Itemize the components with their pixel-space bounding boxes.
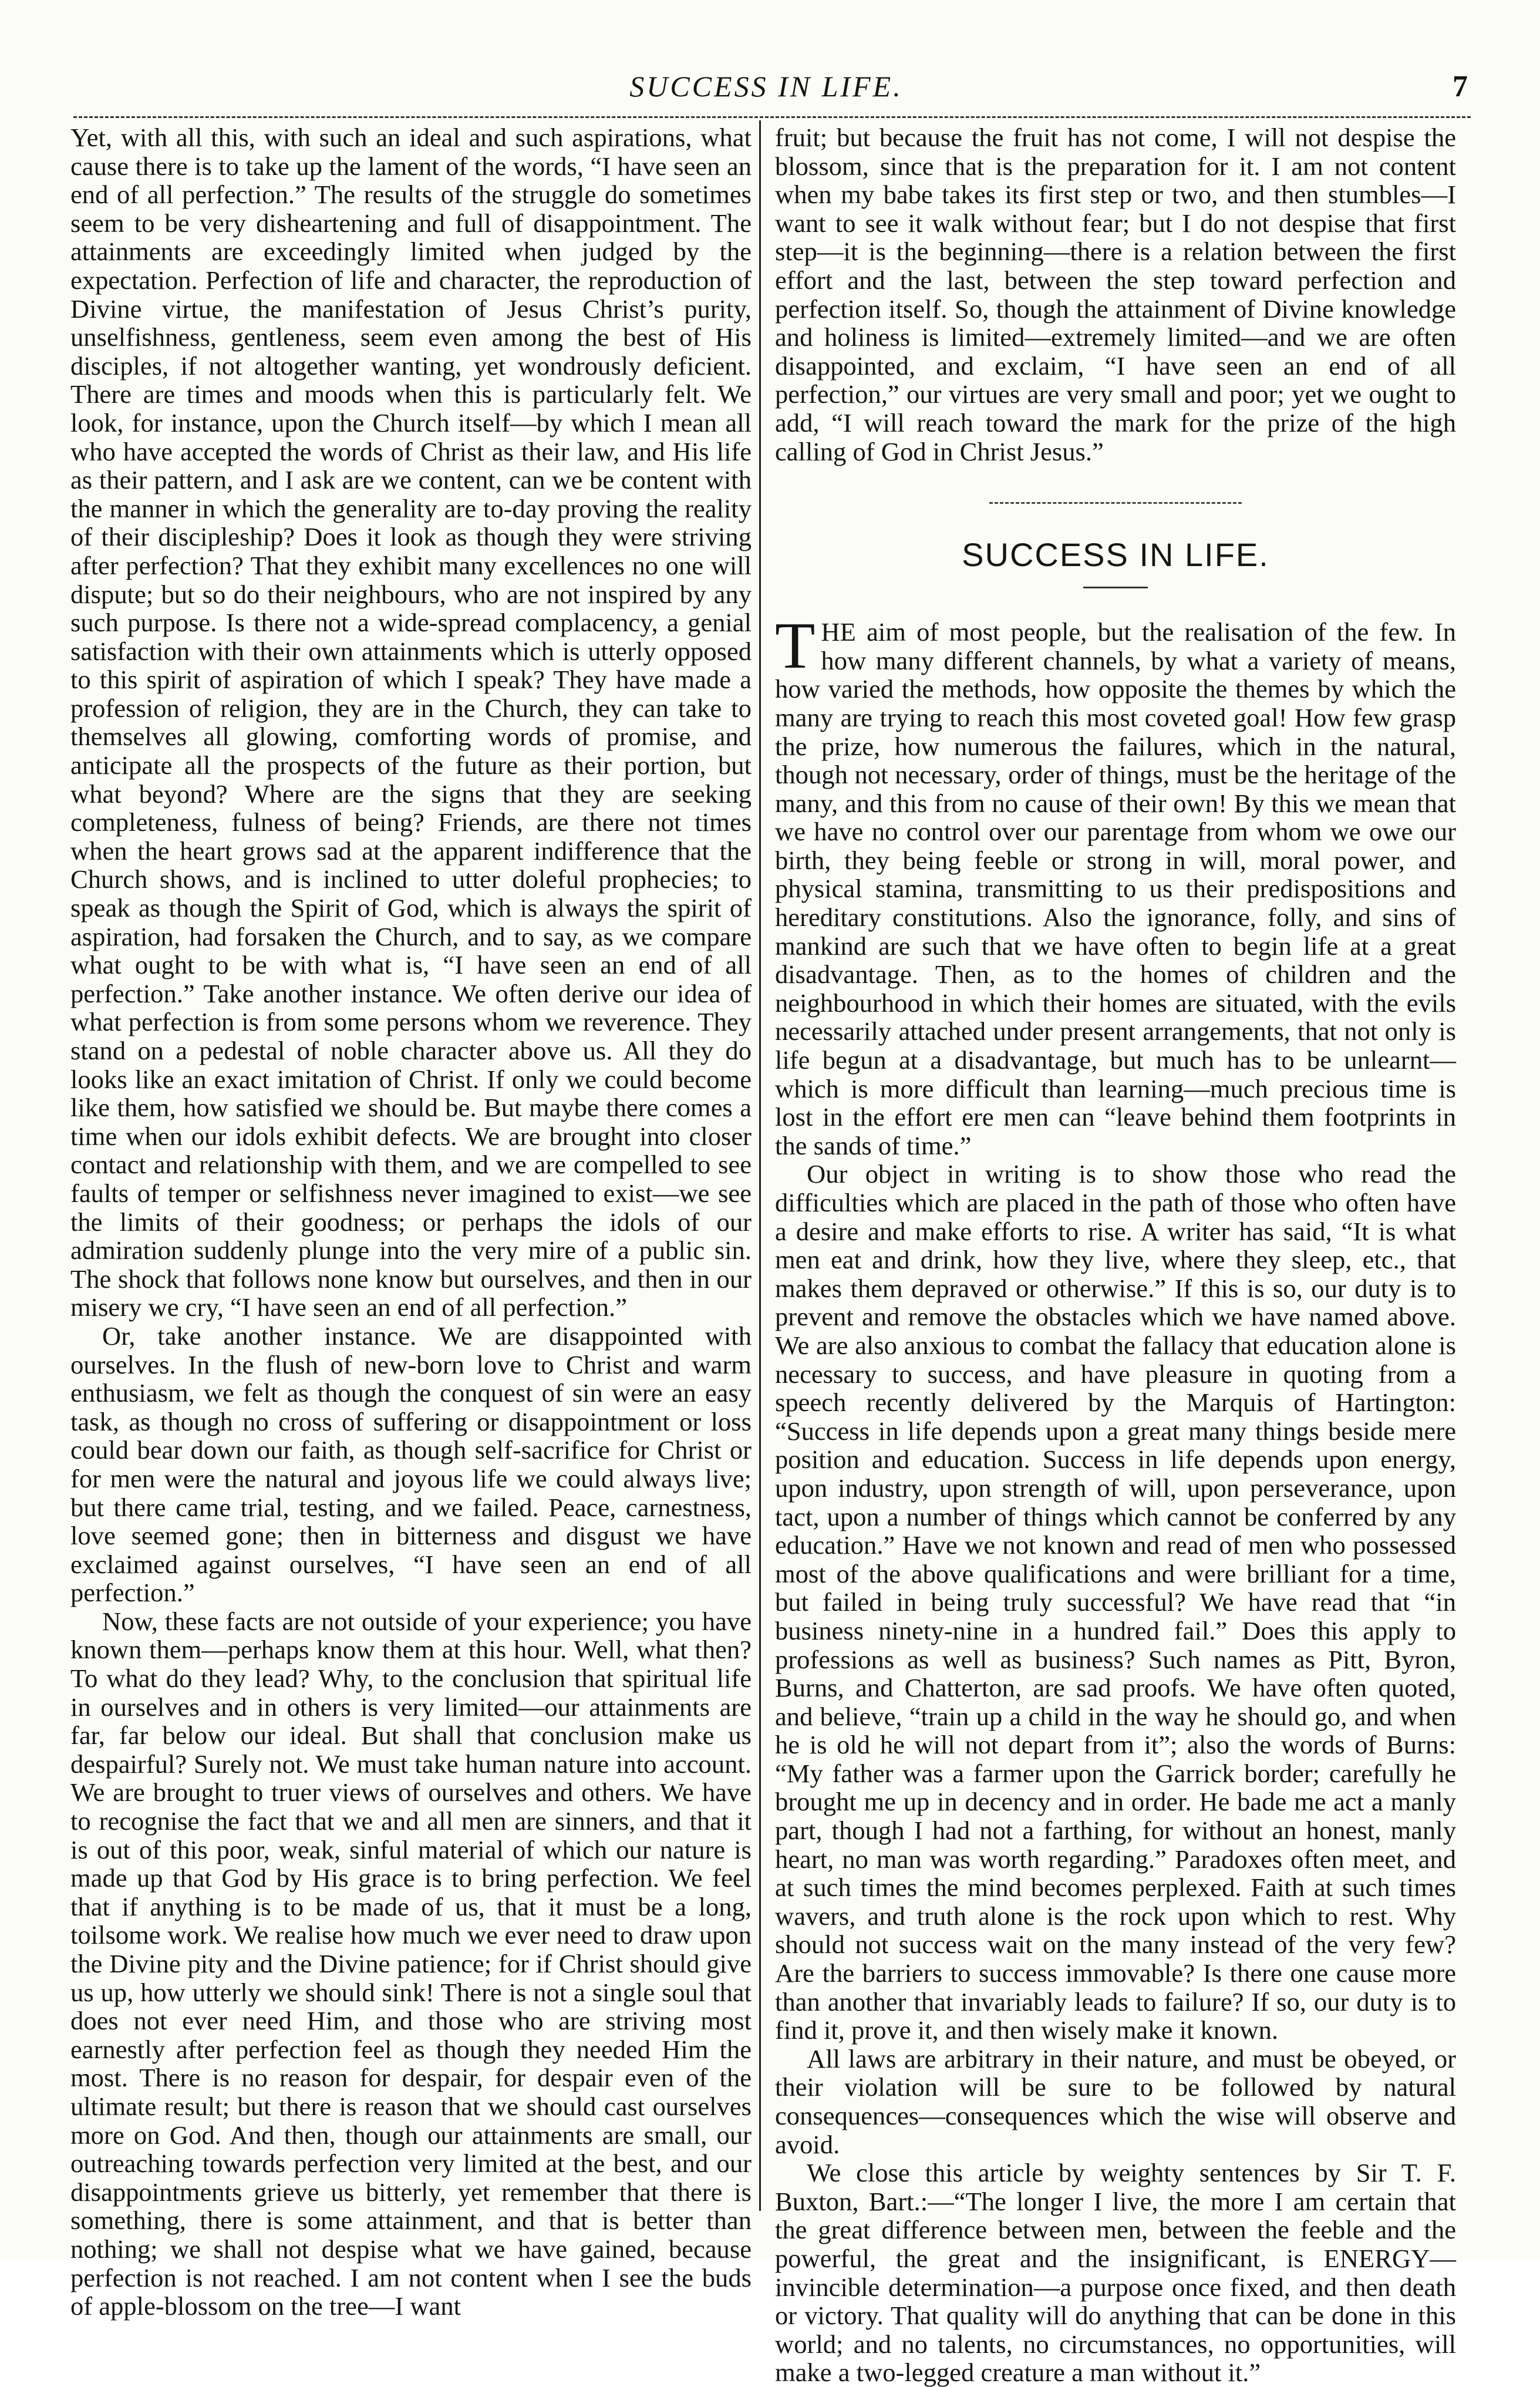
article-divider <box>989 502 1242 504</box>
right-paragraph-1-text: HE aim of most people, but the realisation of the few. In how many different channels, by what a variety of means, how varied the methods, how opposite the themes by which the many are trying to reach this most coveted goal! How few grasp the prize, how numerous the failures, which in the natural, though not necessary, order of things, must be the heritage of the many, and this from no cause of their own! By this we mean that we have no control over our parentage from whom we owe our birth, they being feeble or strong in will, moral power, and physical stamina, transmitting to us their predispositions and hereditary constitutions. Also the ignorance, folly, and sins of mankind are such that we have often to begin life at a great disadvantage. Then, as to the homes of children and the neighbourhood in which their homes are situated, with the evils necessarily attached under present arrangements, that not only is life begun at a disadvantage, but much has to be unlearnt—which is more difficult than learning—much precious time is lost in the effort ere men can “leave behind them footprints in the sands of time.” <box>775 617 1456 1160</box>
left-column <box>70 123 752 2321</box>
running-title: SUCCESS IN LIFE. <box>629 70 903 103</box>
header-rule <box>73 116 1471 118</box>
right-continuation-paragraph: fruit; but because the fruit has not come, I will not despise the blossom, since that is the preparation for it. I am not content when my babe takes its first step or two, and then stumbles—I want to see it walk without fear; but I do not despise that first step—it is the beginning—there is a relation between the first effort and the last, between the step toward perfection and perfection itself. So, though the attainment of Divine knowledge and holiness is limited—extremely limited—and we are often disappointed, and exclaim, “I have seen an end of all perfection,” our virtues are very small and poor; yet we ought to add, “I will reach toward the mark for the prize of the high calling of God in Christ Jesus.” <box>775 123 1456 466</box>
right-paragraph-3: All laws are arbitrary in their nature, and must be obeyed, or their violation will be sure to be followed by natural consequences—consequences which the wise will observe and avoid. <box>775 2043 1456 2159</box>
left-paragraph-1: Yet, with all this, with such an ideal and such aspirations, what cause there is to take up the lament of the words, “I have seen an end of all perfection.” The results of the struggle do sometimes seem to be very disheartening and full of disappointment. The attainments are exceedingly limited when judged by the expectation. Perfection of life and character, the reproduction of Divine virtue, the manifestation of Jesus Christ’s purity, unselfishness, gentleness, seem even among the best of His disciples, if not altogether wanting, yet wondrously deficient. There are times and moods when this is particularly felt. We look, for instance, upon the Church itself—by which I mean all who have accepted the words of Christ as their law, and His life as their pattern, and I ask are we content, can we be content with the manner in which the generality are to-day proving the reality of their discipleship? Does it look as though they were striving after perfection? That they exhibit many excellences no one will dispute; but so do their neighbours, who are not inspired by any such purpose. Is there not a wide-spread complacency, a genial satisfaction with their own attainments which is utterly opposed to this spirit of aspiration of which I speak? They have made a profession of religion, they are in the Church, they can take to themselves all glowing, comforting words of promise, and anticipate all the prospects of the future as their portion, but what beyond? Where are the signs that they are seeking completeness, fulness of being? Friends, are there not times when the heart grows sad at the apparent indifference that the Church shows, and is inclined to utter doleful prophecies; to speak as though the Spirit of God, which is always the spirit of aspiration, had forsaken the Church, and to say, as we compare what ought to be with what is, “I have seen an end of all perfection.” Take another instance. We often derive our idea of what perfection is from some persons whom we reverence. They stand on a pedestal of noble character above us. All they do looks like an exact imitation of Christ. If only we could become like them, how satisfied we should be. But maybe there comes a time when our idols exhibit defects. We are brought into closer contact and relationship with them, and we are compelled to see faults of temper or selfishness never imagined to exist—we see the limits of their goodness; or perhaps the idols of our admiration suddenly plunge into the very mire of a public sin. The shock that follows none know but ourselves, and then in our misery we cry, “I have seen an end of all perfection.” <box>70 123 752 1322</box>
title-rule <box>1083 587 1148 588</box>
page-number: 7 <box>1453 70 1468 103</box>
right-paragraph-4: We close this article by weighty sentences by Sir T. F. Buxton, Bart.:—“The longer I live, the more I am certain that the great difference between men, between the feeble and the powerful, the great and the insignificant, is ENERGY—invincible determination—a purpose once fixed, and then death or victory. That quality will do anything that can be done in this world; and no talents, no circumstances, no opportunities, will make a two-legged creature a man without it.” <box>775 2158 1456 2387</box>
left-paragraph-3: Now, these facts are not outside of your experience; you have known them—perhaps know them at this hour. Well, what then? To what do they lead? Why, to the conclusion that spiritual life in ourselves and in others is very limited—our attainments are far, far below our ideal. But shall that conclusion make us despairful? Surely not. We must take human nature into account. We are brought to truer views of ourselves and others. We have to recognise the fact that we and all men are sinners, and that it is out of this poor, weak, sinful material of which our nature is made up that God by His grace is to bring perfection. We feel that if anything is to be made of us, that it must be a long, toilsome work. We realise how much we ever need to draw upon the Divine pity and the Divine patience; for if Christ should give us up, how utterly we should sink! There is not a single soul that does not ever need Him, and those who are striving most earnestly after perfection feel as though they needed Him the most. There is no reason for despair, for despair even of the ultimate result; but there is reason that we should cast ourselves more on God. And then, though our attainments are small, our outreaching towards perfection very limited at the best, and our disappointments grieve us bitterly, yet remember that there is something, there is some attainment, and that is better than nothing; we shall not despise what we have gained, because perfection is not reached. I am not content when I see the buds of apple-blossom on the tree—I want <box>70 1606 752 2321</box>
drop-cap: T <box>775 610 816 683</box>
column-rule <box>759 120 761 2211</box>
article-title: SUCCESS IN LIFE. <box>962 536 1269 574</box>
right-paragraph-1 <box>775 610 1456 1160</box>
left-paragraph-2: Or, take another instance. We are disappointed with ourselves. In the flush of new-born love to Christ and warm enthusiasm, we felt as though the conquest of sin were an easy task, as though no cross of suffering or disappointment or loss could bear down our faith, as though self-sacrifice for Christ or for men were the natural and joyous life we could always live; but there came trial, testing, and we failed. Peace, carnestness, love seemed gone; then in bitterness and disgust we have exclaimed against ourselves, “I have seen an end of all perfection.” <box>70 1321 752 1608</box>
running-header <box>65 69 1468 110</box>
right-paragraph-2: Our object in writing is to show those who read the difficulties which are placed in the path of those who often have a desire and make efforts to rise. A writer has said, “It is what men eat and drink, how they live, where they sleep, etc., that makes them depraved or otherwise.” If this is so, our duty is to prevent and remove the obstacles which we have named above. We are also anxious to combat the fallacy that education alone is necessary to success, and have pleasure in quoting from a speech recently delivered by the Marquis of Hartington: “Success in life depends upon a great many things beside mere position and education. Success in life depends upon energy, upon industry, upon strength of will, upon perseverance, upon tact, upon a number of things which cannot be conferred by any education.” Have we not known and read of men who possessed most of the above qualifications and were brilliant for a time, but failed in being truly successful? We have read that “in business ninety-nine in a hundred fail.” Does this apply to professions as well as business? Such names as Pitt, Byron, Burns, and Chatterton, are sad proofs. We have often quoted, and believe, “train up a child in the way he should go, and when he is old he will not depart from it”; also the words of Burns: “My father was a farmer upon the Garrick border; carefully he brought me up in decency and in order. He bade me act a manly part, though I had not a farthing, for without an honest, manly heart, no man was worth regarding.” Paradoxes often meet, and at such times the mind becomes perplexed. Faith at such times wavers, and truth alone is the rock upon which to rest. Why should not success wait on the many instead of the very few? Are the barriers to success immovable? Is there one cause more than another that invariably leads to failure? If so, our duty is to find it, prove it, and then wisely make it known. <box>775 1159 1456 2045</box>
right-column <box>775 123 1456 2387</box>
